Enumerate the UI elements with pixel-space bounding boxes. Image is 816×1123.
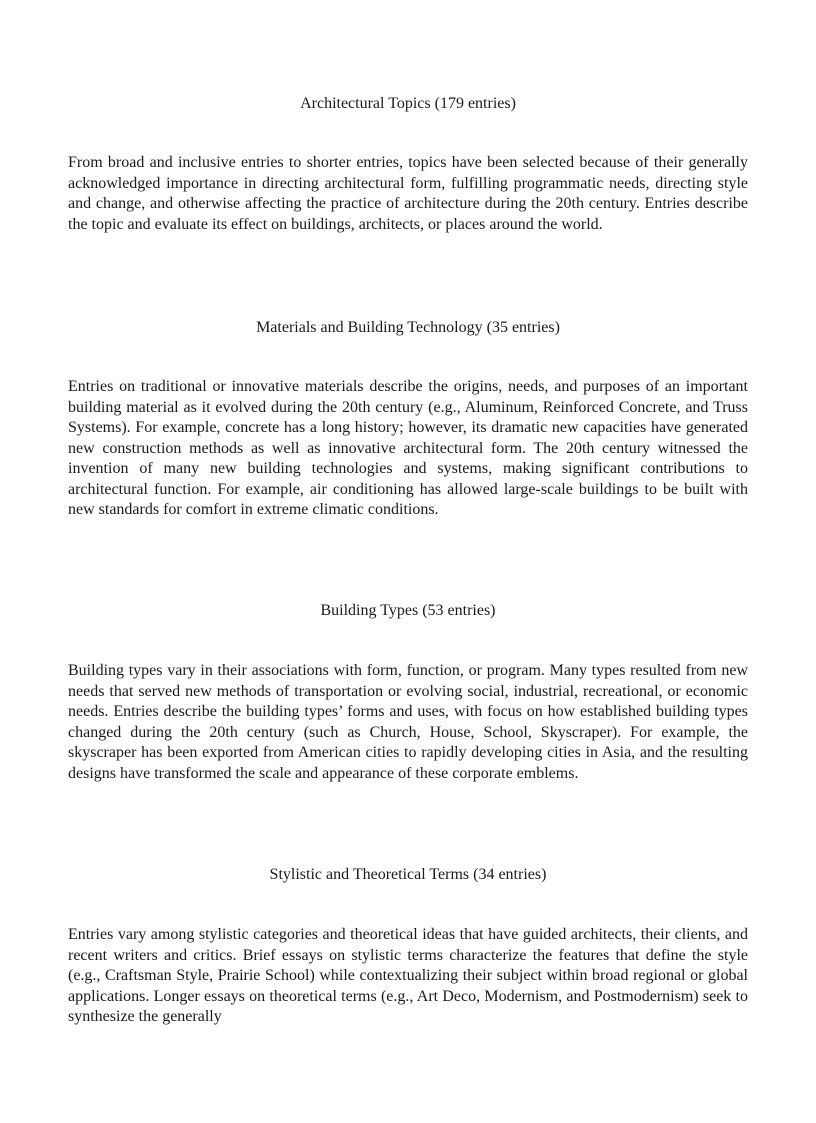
section-heading-stylistic-terms: Stylistic and Theoretical Terms (34 entries) (269, 866, 547, 883)
section-heading-materials-technology: Materials and Building Technology (35 entries) (256, 319, 560, 336)
section-body-architectural-topics: From broad and inclusive entries to shorter entries, topics have been selected because of their generally acknowledged importance in directing architectural form, fulfilling programmatic needs, directing style and change, and otherwise affecting the practice of architecture during the 20th century. Entries describe the topic and evaluate its effect on buildings, architects, or places around the world. (68, 154, 748, 233)
section-body-materials-technology: Entries on traditional or innovative materials describe the origins, needs, and purposes of an important building material as it evolved during the 20th century (e.g., Aluminum, Reinforced Concrete, and Truss Systems). For example, concrete has a long history; however, its dramatic new capacities have generated new construction methods as well as innovative architectural form. The 20th century witnessed the invention of many new building technologies and systems, making significant contributions to architectural function. For example, air conditioning has allowed large-scale buildings to be built with new standards for comfort in extreme climatic conditions. (68, 378, 748, 518)
section-heading-building-types: Building Types (53 entries) (320, 602, 496, 619)
section-body-building-types: Building types vary in their associations with form, function, or program. Many types resulted from new needs that served new methods of transportation or evolving social, industrial, recreational, or economic needs. Entries describe the building types’ forms and uses, with focus on how established building types changed during the 20th century (such as Church, House, School, Skyscraper). For example, the skyscraper has been exported from American cities to rapidly developing cities in Asia, and the resulting designs have transformed the scale and appearance of these corporate emblems. (68, 662, 748, 782)
section-heading-architectural-topics: Architectural Topics (179 entries) (300, 95, 516, 112)
section-body-stylistic-terms: Entries vary among stylistic categories and theoretical ideas that have guided architects, their clients, and recent writers and critics. Brief essays on stylistic terms characterize the features that define the style (e.g., Craftsman Style, Prairie School) while contextualizing their subject within broad regional or global applications. Longer essays on theoretical terms (e.g., Art Deco, Modernism, and Postmodernism) seek to synthesize the generally (68, 926, 748, 1025)
